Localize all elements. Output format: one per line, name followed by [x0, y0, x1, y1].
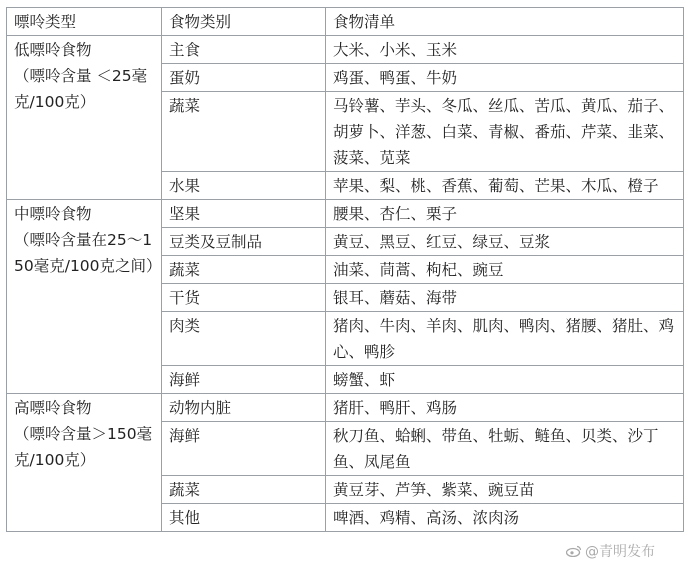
food-category-cell: 肉类 [162, 312, 326, 366]
weibo-watermark [566, 541, 655, 561]
food-category-cell: 蔬菜 [162, 92, 326, 172]
food-category-cell: 海鲜 [162, 366, 326, 394]
table-body [7, 36, 684, 532]
food-list-cell: 猪肝、鸭肝、鸡肠 [326, 394, 684, 422]
food-category-cell: 海鲜 [162, 422, 326, 476]
food-list-cell: 鸡蛋、鸭蛋、牛奶 [326, 64, 684, 92]
food-list-cell: 秋刀鱼、蛤蜊、带鱼、牡蛎、鲢鱼、贝类、沙丁鱼、凤尾鱼 [326, 422, 684, 476]
header-food-list: 食物清单 [326, 8, 684, 36]
food-category-cell: 干货 [162, 284, 326, 312]
food-list-cell: 黄豆、黑豆、红豆、绿豆、豆浆 [326, 228, 684, 256]
food-category-cell: 其他 [162, 504, 326, 532]
weibo-icon [566, 545, 582, 557]
table-row [7, 200, 684, 228]
food-list-cell: 马铃薯、芋头、冬瓜、丝瓜、苦瓜、黄瓜、茄子、胡萝卜、洋葱、白菜、青椒、番茄、芹菜、韭菜、菠菜、苋菜 [326, 92, 684, 172]
food-category-cell: 豆类及豆制品 [162, 228, 326, 256]
table-header [7, 8, 684, 36]
food-list-cell: 油菜、茼蒿、枸杞、豌豆 [326, 256, 684, 284]
header-food-category: 食物类别 [162, 8, 326, 36]
food-list-cell: 腰果、杏仁、栗子 [326, 200, 684, 228]
food-list-cell: 啤酒、鸡精、高汤、浓肉汤 [326, 504, 684, 532]
watermark-text: @青明发布 [585, 544, 655, 560]
table-row [7, 394, 684, 422]
header-row [7, 8, 684, 36]
food-list-cell: 大米、小米、玉米 [326, 36, 684, 64]
purine-type-name: 中嘌呤食物 [14, 205, 92, 223]
food-category-cell: 水果 [162, 172, 326, 200]
food-category-cell: 蛋奶 [162, 64, 326, 92]
food-list-cell: 螃蟹、虾 [326, 366, 684, 394]
purine-type-cell [7, 200, 162, 394]
purine-food-table [6, 7, 684, 532]
food-category-cell: 动物内脏 [162, 394, 326, 422]
food-list-cell: 黄豆芽、芦笋、紫菜、豌豆苗 [326, 476, 684, 504]
table-row [7, 36, 684, 64]
purine-type-cell [7, 394, 162, 532]
food-list-cell: 猪肉、牛肉、羊肉、肌肉、鸭肉、猪腰、猪肚、鸡心、鸭胗 [326, 312, 684, 366]
purine-type-name: 高嘌呤食物 [14, 399, 92, 417]
purine-content-note: （嘌呤含量在25～150毫克/100克之间） [14, 231, 162, 275]
purine-type-name: 低嘌呤食物 [14, 41, 92, 59]
purine-type-cell [7, 36, 162, 200]
food-list-cell: 苹果、梨、桃、香蕉、葡萄、芒果、木瓜、橙子 [326, 172, 684, 200]
food-category-cell: 主食 [162, 36, 326, 64]
purine-content-note: （嘌呤含量＞150毫克/100克） [14, 425, 153, 469]
header-purine-type: 嘌呤类型 [7, 8, 162, 36]
food-category-cell: 坚果 [162, 200, 326, 228]
food-list-cell: 银耳、蘑菇、海带 [326, 284, 684, 312]
food-category-cell: 蔬菜 [162, 476, 326, 504]
food-category-cell: 蔬菜 [162, 256, 326, 284]
purine-content-note: （嘌呤含量 ＜25毫克/100克） [14, 67, 148, 111]
